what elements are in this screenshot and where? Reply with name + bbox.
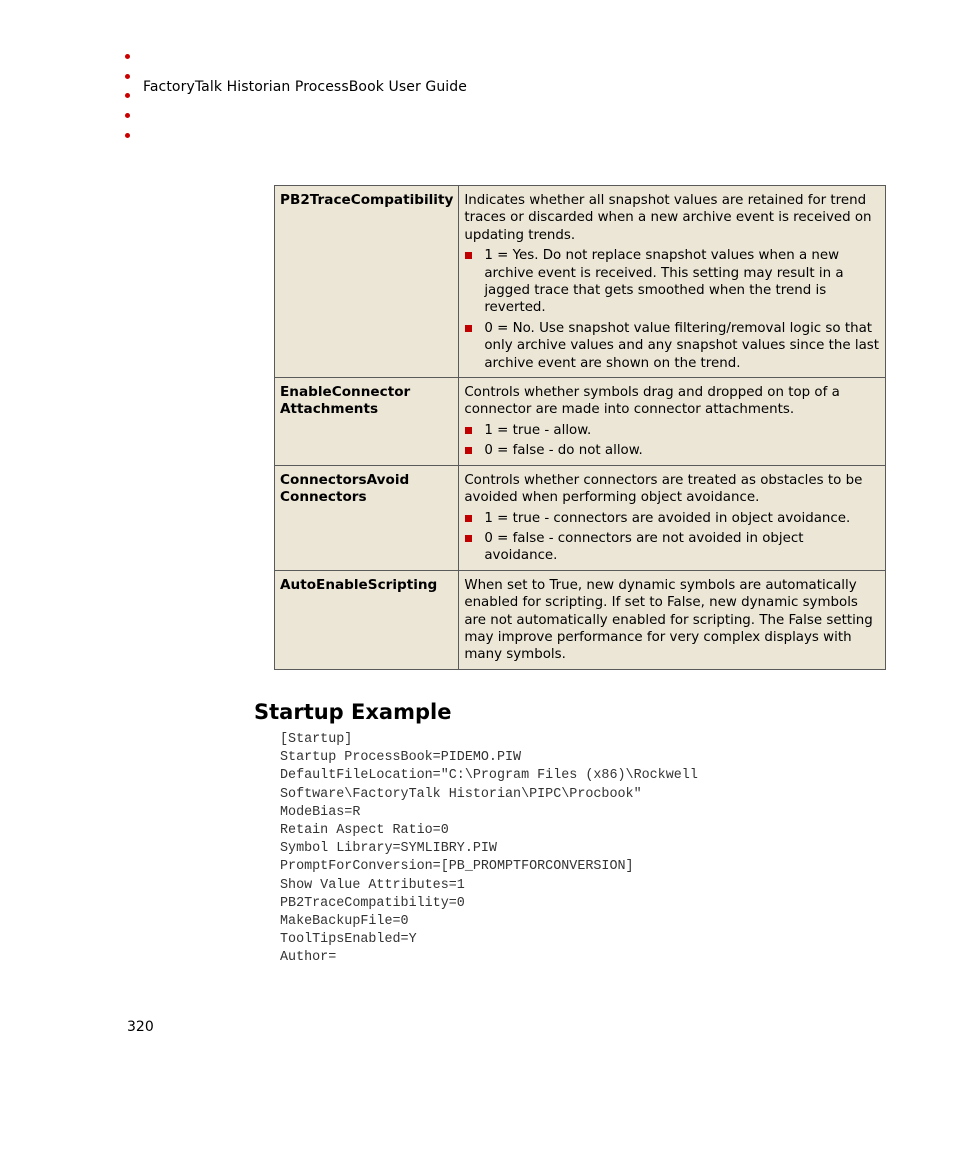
properties-table-body xyxy=(275,186,886,670)
code-line: Retain Aspect Ratio=0 xyxy=(280,823,449,839)
code-line: PromptForConversion=[PB_PROMPTFORCONVERSION] xyxy=(280,859,634,875)
property-description-cell xyxy=(459,465,886,570)
code-line: ModeBias=R xyxy=(280,804,361,820)
option-item xyxy=(484,247,880,317)
code-line: Software\FactoryTalk Historian\PIPC\Procbook" xyxy=(280,786,642,802)
option-list xyxy=(464,247,880,372)
square-bullet-icon xyxy=(465,535,472,542)
code-block xyxy=(280,731,698,968)
code-line: Show Value Attributes=1 xyxy=(280,877,465,893)
property-description-cell xyxy=(459,186,886,378)
property-description-cell xyxy=(459,378,886,466)
header-title: FactoryTalk Historian ProcessBook User Guide xyxy=(143,79,467,95)
code-line: [Startup] xyxy=(280,732,353,747)
code-line: Startup ProcessBook=PIDEMO.PIW xyxy=(280,750,522,766)
property-description-cell xyxy=(459,570,886,669)
option-text: 0 = No. Use snapshot value filtering/removal logic so that only archive values and any snapshot values since the last archive event are shown on the trend. xyxy=(484,320,880,371)
section-title: Startup Example xyxy=(254,700,452,724)
table-row xyxy=(275,378,886,466)
property-description: Indicates whether all snapshot values are retained for trend traces or discarded when a new archive event is received on updating trends. xyxy=(464,193,872,243)
code-line: ToolTipsEnabled=Y xyxy=(280,932,417,948)
property-name: ConnectorsAvoid Connectors xyxy=(275,465,459,570)
code-line: DefaultFileLocation="C:\Program Files (x86)\Rockwell xyxy=(280,768,698,784)
bullet-dot xyxy=(125,93,130,98)
option-list xyxy=(464,510,880,565)
code-line: PB2TraceCompatibility=0 xyxy=(280,895,465,911)
bullet-dot xyxy=(125,74,130,79)
code-line: Symbol Library=SYMLIBRY.PIW xyxy=(280,841,497,857)
table-row xyxy=(275,465,886,570)
properties-table xyxy=(274,185,886,670)
square-bullet-icon xyxy=(465,447,472,454)
property-description: When set to True, new dynamic symbols are automatically enabled for scripting. If set to False, new dynamic symbols are not automatically enabled for scripting. The False setting may improve performance for very complex displays with many symbols. xyxy=(464,577,873,663)
code-line: MakeBackupFile=0 xyxy=(280,914,409,930)
property-name: EnableConnector Attachments xyxy=(275,378,459,466)
property-name: PB2TraceCompatibility xyxy=(275,186,459,378)
option-text: 1 = true - connectors are avoided in object avoidance. xyxy=(484,510,851,526)
page-number: 320 xyxy=(127,1019,154,1035)
option-text: 0 = false - do not allow. xyxy=(484,443,643,459)
option-list xyxy=(464,422,880,460)
option-text: 1 = Yes. Do not replace snapshot values when a new archive event is received. This setting may result in a jagged trace that gets smoothed when the trend is reverted. xyxy=(484,248,844,316)
bullet-dot xyxy=(125,133,130,138)
square-bullet-icon xyxy=(465,515,472,522)
option-text: 0 = false - connectors are not avoided in object avoidance. xyxy=(484,530,804,564)
square-bullet-icon xyxy=(465,325,472,332)
bullet-dot xyxy=(125,113,130,118)
bullet-dot xyxy=(125,54,130,59)
square-bullet-icon xyxy=(465,427,472,434)
property-description: Controls whether connectors are treated as obstacles to be avoided when performing object avoidance. xyxy=(464,472,863,506)
code-line: Author= xyxy=(280,950,337,966)
option-item xyxy=(484,510,880,527)
code-lines xyxy=(280,732,698,965)
option-item xyxy=(484,422,880,439)
option-text: 1 = true - allow. xyxy=(484,422,592,438)
table-row xyxy=(275,186,886,378)
square-bullet-icon xyxy=(465,252,472,259)
option-item xyxy=(484,530,880,565)
option-item xyxy=(484,442,880,459)
property-name: AutoEnableScripting xyxy=(275,570,459,669)
option-item xyxy=(484,320,880,372)
table-row xyxy=(275,570,886,669)
property-description: Controls whether symbols drag and dropped on top of a connector are made into connector attachments. xyxy=(464,385,840,418)
